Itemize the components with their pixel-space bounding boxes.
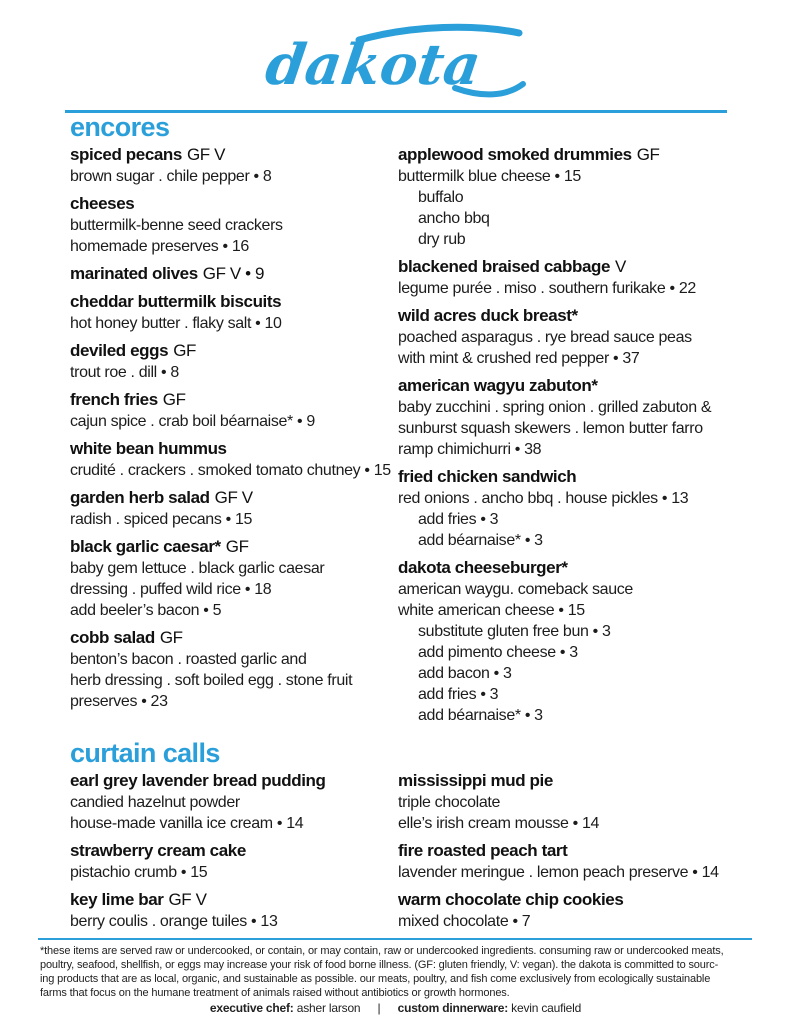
item-name: warm chocolate chip cookies — [398, 890, 624, 909]
menu-item — [70, 389, 398, 432]
item-description-line: dressing . puffed wild rice • 18 — [70, 581, 272, 598]
divider-bottom — [38, 938, 752, 940]
menu-item — [398, 144, 727, 250]
disclaimer-line: ing products that are as local, organic, and sustainable as possible. our meats, poultry, and fish come exclusively from ecologically sustainable — [40, 973, 711, 985]
item-description-line: add fries • 3 — [418, 511, 499, 528]
menu-item — [70, 889, 398, 932]
menu-item — [398, 305, 727, 369]
item-name: white bean hummus — [70, 439, 227, 458]
dietary-tags: GF V — [168, 890, 207, 909]
item-description-line: add pimento cheese • 3 — [418, 644, 578, 661]
menu-item — [398, 466, 727, 551]
dakota-logo — [251, 18, 541, 106]
item-name: cheddar buttermilk biscuits — [70, 292, 282, 311]
item-name: marinated olives GF V • 9 — [70, 264, 265, 283]
dietary-tags: GF — [225, 537, 249, 556]
item-description-line: mixed chocolate • 7 — [398, 913, 531, 930]
menu-column — [70, 770, 398, 938]
item-description-line: buttermilk blue cheese • 15 — [398, 168, 581, 185]
item-description-line: sunburst squash skewers . lemon butter farro — [398, 420, 703, 437]
menu-item — [70, 438, 398, 481]
menu-item — [70, 627, 398, 712]
disclaimer-line: *these items are served raw or undercooked, or contain, or may contain, raw or undercooked ingredients. consuming raw or undercooked meats, — [40, 945, 724, 957]
menu-item — [398, 256, 727, 299]
item-description-line: white american cheese • 15 — [398, 602, 585, 619]
item-description-line: buffalo — [418, 189, 464, 206]
item-name: cobb salad GF — [70, 628, 183, 647]
item-name: wild acres duck breast* — [398, 306, 578, 325]
item-description-line: preserves • 23 — [70, 693, 168, 710]
item-description-line: brown sugar . chile pepper • 8 — [70, 168, 272, 185]
item-name: earl grey lavender bread pudding — [70, 771, 326, 790]
menu-item — [70, 770, 398, 834]
item-description-line: ancho bbq — [418, 210, 490, 227]
menu-item — [70, 487, 398, 530]
item-description-line: american waygu. comeback sauce — [398, 581, 633, 598]
item-description-line: herb dressing . soft boiled egg . stone fruit — [70, 672, 353, 689]
section-curtain-calls — [70, 738, 727, 938]
logo — [0, 18, 791, 111]
menu-item — [70, 144, 398, 187]
item-description-line: add fries • 3 — [418, 686, 499, 703]
item-description-line: berry coulis . orange tuiles • 13 — [70, 913, 278, 930]
item-description-line: triple chocolate — [398, 794, 501, 811]
menu-item — [70, 340, 398, 383]
dietary-tags: GF V — [186, 145, 226, 164]
item-name: blackened braised cabbage V — [398, 257, 626, 276]
menu-content — [70, 112, 727, 938]
item-description-line: hot honey butter . flaky salt • 10 — [70, 315, 282, 332]
item-description-line: radish . spiced pecans • 15 — [70, 511, 253, 528]
item-description-line: ramp chimichurri • 38 — [398, 441, 542, 458]
menu-item — [398, 770, 727, 834]
item-name: strawberry cream cake — [70, 841, 246, 860]
item-name: cheeses — [70, 194, 135, 213]
disclaimer-line: farms that focus on the humane treatment of animals raised without antibiotics or growth hormones. — [40, 987, 510, 999]
menu-item — [398, 889, 727, 932]
item-description-line: cajun spice . crab boil béarnaise* • 9 — [70, 413, 315, 430]
menu-item — [70, 263, 398, 285]
dietary-tags: GF — [159, 628, 183, 647]
item-description-line: crudité . crackers . smoked tomato chutney • 15 — [70, 462, 391, 479]
dietary-tags: GF — [173, 341, 196, 360]
chef-name: asher larson — [296, 1001, 361, 1015]
item-name: black garlic caesar* GF — [70, 537, 249, 556]
chef-label: executive chef: — [209, 1001, 294, 1015]
dinnerware-label: custom dinnerware: — [397, 1001, 509, 1015]
item-name: mississippi mud pie — [398, 771, 553, 790]
menu-item — [398, 557, 727, 726]
item-name: spiced pecans GF V — [70, 145, 226, 164]
menu-item — [398, 840, 727, 883]
item-description-line: legume purée . miso . southern furikake • 22 — [398, 280, 696, 297]
item-name: applewood smoked drummies GF — [398, 145, 660, 164]
logo-text: dakota — [261, 32, 485, 98]
dinnerware-name: kevin caufield — [511, 1001, 582, 1015]
item-description-line: add bacon • 3 — [418, 665, 512, 682]
item-description-line: add béarnaise* • 3 — [418, 707, 543, 724]
dietary-tags: V — [615, 257, 626, 276]
credits — [0, 1001, 791, 1015]
section-title: curtain calls — [70, 738, 220, 768]
item-description-line: red onions . ancho bbq . house pickles • 13 — [398, 490, 689, 507]
menu-item — [70, 291, 398, 334]
item-name: french fries GF — [70, 390, 186, 409]
menu-item — [70, 193, 398, 257]
dietary-tags: GF — [162, 390, 186, 409]
item-description-line: buttermilk-benne seed crackers — [70, 217, 283, 234]
item-description-line: poached asparagus . rye bread sauce peas — [398, 329, 692, 346]
disclaimer-line: poultry, seafood, shellfish, or eggs may increase your risk of food borne illness. (GF: gluten friendly, V: vegan). the dakota is committed to sourc- — [40, 959, 719, 971]
item-name: fried chicken sandwich — [398, 467, 577, 486]
item-description-line: add beeler’s bacon • 5 — [70, 602, 222, 619]
menu-column — [398, 144, 727, 732]
menu-item — [398, 375, 727, 460]
item-description-line: benton’s bacon . roasted garlic and — [70, 651, 307, 668]
section-encores — [70, 112, 727, 732]
item-name: deviled eggs GF — [70, 341, 196, 360]
item-name: dakota cheeseburger* — [398, 558, 568, 577]
item-description-line: dry rub — [418, 231, 466, 248]
dietary-tags: GF — [636, 145, 660, 164]
item-description-line: add béarnaise* • 3 — [418, 532, 543, 549]
disclaimer — [40, 944, 752, 1000]
section-title: encores — [70, 112, 170, 142]
item-description-line: with mint & crushed red pepper • 37 — [398, 350, 640, 367]
item-name: garden herb salad GF V — [70, 488, 253, 507]
credits-divider: | — [377, 1001, 381, 1015]
dietary-tags: GF V — [214, 488, 253, 507]
item-name: fire roasted peach tart — [398, 841, 568, 860]
item-description-line: homemade preserves • 16 — [70, 238, 249, 255]
item-description-line: baby zucchini . spring onion . grilled zabuton & — [398, 399, 712, 416]
item-description-line: trout roe . dill • 8 — [70, 364, 179, 381]
menu-column — [398, 770, 727, 938]
item-description-line: substitute gluten free bun • 3 — [418, 623, 611, 640]
item-description-line: elle’s irish cream mousse • 14 — [398, 815, 600, 832]
menu-item — [70, 536, 398, 621]
item-description-line: pistachio crumb • 15 — [70, 864, 208, 881]
dietary-tags: GF V • 9 — [202, 264, 265, 283]
menu-column — [70, 144, 398, 732]
item-name: key lime bar GF V — [70, 890, 207, 909]
item-description-line: baby gem lettuce . black garlic caesar — [70, 560, 325, 577]
item-name: american wagyu zabuton* — [398, 376, 598, 395]
item-description-line: lavender meringue . lemon peach preserve • 14 — [398, 864, 719, 881]
item-description-line: candied hazelnut powder — [70, 794, 240, 811]
item-description-line: house-made vanilla ice cream • 14 — [70, 815, 304, 832]
menu-item — [70, 840, 398, 883]
